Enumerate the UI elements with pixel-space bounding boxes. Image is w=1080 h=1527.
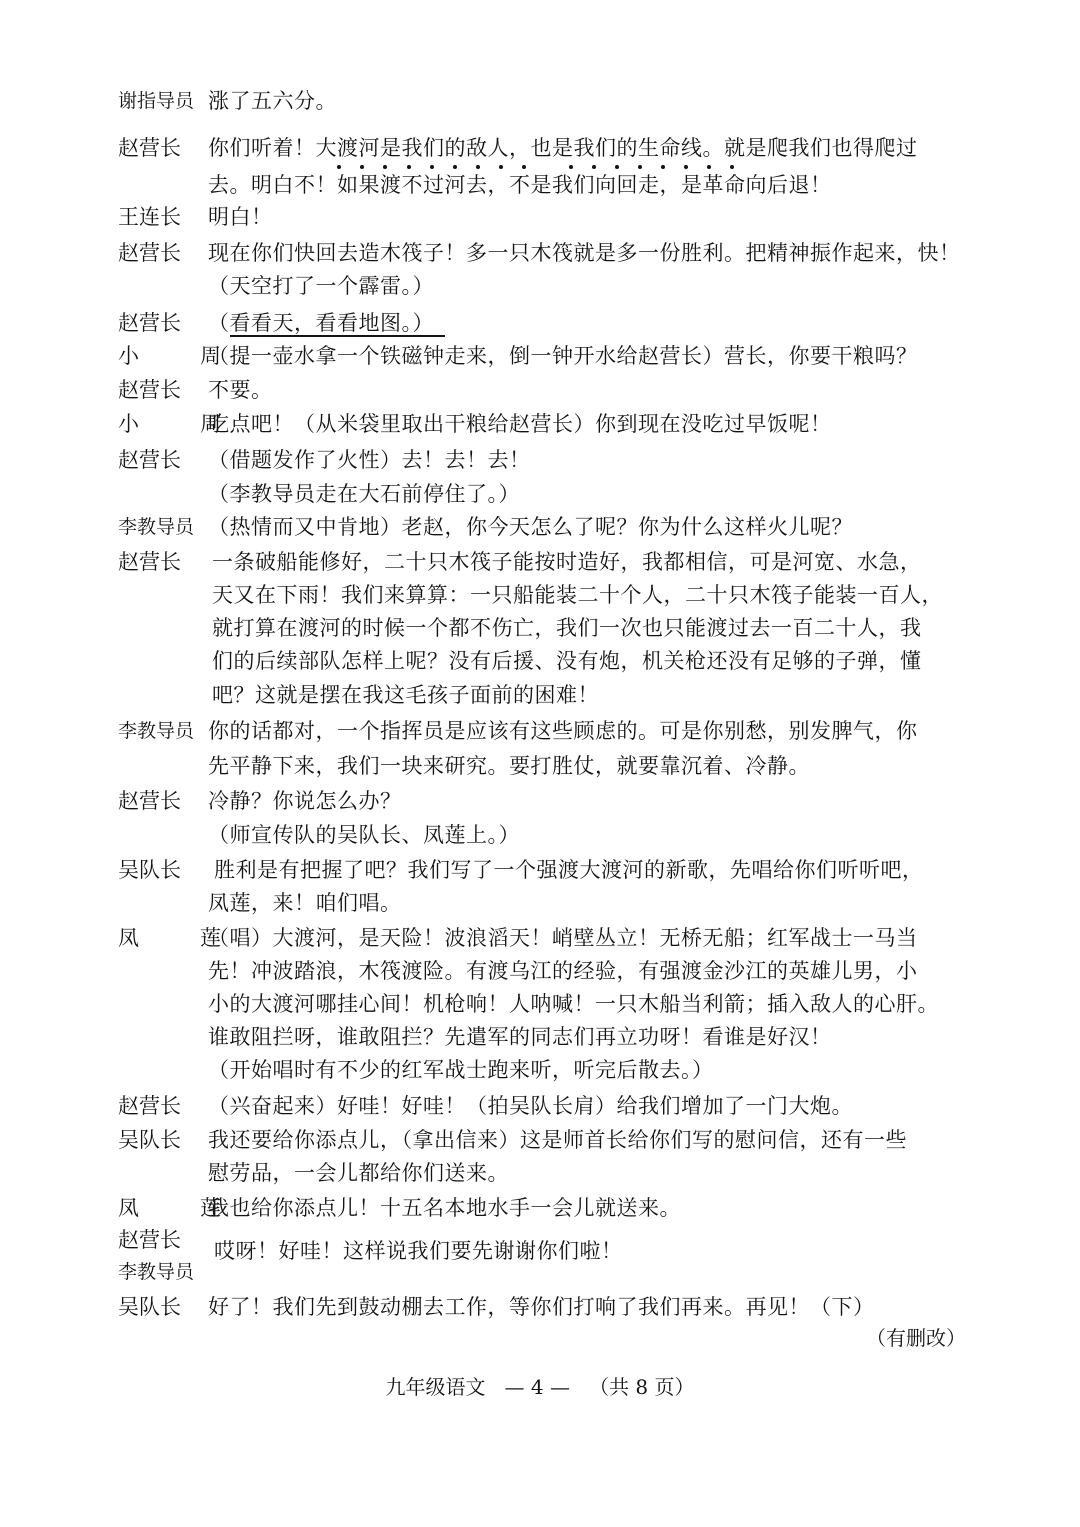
- page-footer: [0, 1372, 1080, 1402]
- dialogue-line: 吃点吧！（从米袋里取出干粮给赵营长）你到现在没吃过早饭呢！: [208, 412, 832, 436]
- speaker-name: 赵营长: [118, 1228, 181, 1252]
- stage-direction: （天空打了一个霹雷。）: [208, 274, 434, 298]
- speaker-name: 赵营长: [118, 789, 181, 813]
- speaker-name: 吴队长: [118, 1128, 181, 1152]
- dialogue-line: 先平静下来，我们一块来研究。要打胜仗，就要靠沉着、冷静。: [208, 754, 810, 778]
- dialogue-line: 天又在下雨！我们来算算：一只船能装二十个人，二十只木筏子能装一百人，: [212, 583, 943, 607]
- speaker-name: 赵营长: [118, 550, 181, 574]
- underline-mark: [230, 335, 445, 337]
- dialogue-line: 我还要给你添点儿，（拿出信来）这是师首长给你们写的慰问信，还有一些: [208, 1128, 907, 1152]
- footer-page-number: — 4 —: [504, 1375, 570, 1399]
- stage-direction: （看看天，看看地图。）: [208, 311, 434, 335]
- speaker-name: 赵营长: [118, 136, 181, 160]
- dialogue-line: （兴奋起来）好哇！好哇！（拍吴队长肩）给我们增加了一门大炮。: [208, 1094, 853, 1118]
- dialogue-line: 不要。: [208, 378, 273, 402]
- dialogue-line: 去。明白不！如果渡不过河去，不是我们向回走，是革命向后退！: [208, 173, 832, 197]
- speaker-name: 李教导员: [118, 1261, 195, 1283]
- speaker-name: 小 周: [118, 344, 241, 368]
- dialogue-line: 我也给你添点儿！十五名本地水手一会儿就送来。: [208, 1196, 681, 1220]
- speaker-name: 小 周: [118, 412, 241, 436]
- dialogue-line: 谁敢阻拦呀，谁敢阻拦？先遣军的同志们再立功呀！看谁是好汉！: [208, 1025, 832, 1049]
- speaker-name: 吴队长: [118, 1295, 181, 1319]
- dialogue-line: （借题发作了火性）去！去！去！: [208, 448, 531, 472]
- dialogue-line: （热情而又中肯地）老赵，你今天怎么了呢？你为什么这样火儿呢？: [208, 515, 853, 539]
- dialogue-line: 吧？这就是摆在我这毛孩子面前的困难！: [212, 683, 599, 707]
- speaker-name: 王连长: [118, 205, 181, 229]
- speaker-name: 凤 莲: [118, 1196, 241, 1220]
- dialogue-line: 小的大渡河哪挂心间！机枪响！人呐喊！一只木船当利箭；插入敌人的心肝。: [208, 992, 939, 1016]
- footer-subject: 九年级语文: [385, 1375, 486, 1399]
- dialogue-line: 冷静？你说怎么办？: [208, 789, 402, 813]
- stage-direction: （师宣传队的吴队长、凤莲上。）: [208, 823, 520, 847]
- dialogue-line: 慰劳品，一会儿都给你们送来。: [208, 1161, 509, 1185]
- dialogue-line: 先！冲波踏浪，木筏渡险。有渡乌江的经验，有强渡金沙江的英雄儿男，小: [208, 959, 918, 983]
- dialogue-line: 们的后续部队怎样上呢？没有后援、没有炮，机关枪还没有足够的子弹，懂: [212, 649, 922, 673]
- dialogue-line: 好了！我们先到鼓动棚去工作，等你们打响了我们再来。再见！（下）: [208, 1295, 875, 1319]
- dialogue-line: 哎呀！好哇！这样说我们要先谢谢你们啦！: [214, 1239, 623, 1263]
- dialogue-line: 胜利是有把握了吧？我们写了一个强渡大渡河的新歌，先唱给你们听听吧，: [214, 858, 924, 882]
- speaker-name: 赵营长: [118, 241, 181, 265]
- speaker-name: 赵营长: [118, 378, 181, 402]
- dialogue-line: 凤莲，来！咱们唱。: [208, 891, 402, 915]
- speaker-name: 赵营长: [118, 448, 181, 472]
- speaker-name: 吴队长: [118, 858, 181, 882]
- speaker-name: 李教导员: [118, 516, 195, 538]
- footer-total-pages: （共 8 页）: [589, 1375, 695, 1399]
- source-note: （有删改）: [866, 1326, 966, 1350]
- speaker-name: 凤 莲: [118, 926, 241, 950]
- speaker-name: 谢指导员: [118, 90, 195, 112]
- dialogue-line: 涨了五六分。: [208, 89, 337, 113]
- dialogue-line: 现在你们快回去造木筏子！多一只木筏就是多一份胜利。把精神振作起来，快！: [208, 241, 961, 265]
- dialogue-line: 你们听着！大渡河是我们的敌人，也是我们的生命线。就是爬我们也得爬过: [208, 136, 918, 160]
- dialogue-line: （唱）大渡河，是天险！波浪滔天！峭壁丛立！无桥无船；红军战士一马当: [208, 926, 918, 950]
- dialogue-line: 你的话都对，一个指挥员是应该有这些顾虑的。可是你别愁，别发脾气，你: [208, 719, 918, 743]
- speaker-name: 赵营长: [118, 1094, 181, 1118]
- dialogue-line: （提一壶水拿一个铁磁钟走来，倒一钟开水给赵营长）营长，你要干粮吗？: [208, 344, 918, 368]
- stage-direction: （开始唱时有不少的红军战士跑来听，听完后散去。）: [208, 1058, 714, 1082]
- dialogue-line: 就打算在渡河的时候一个都不伤亡，我们一次也只能渡过去一百二十人，我: [212, 616, 922, 640]
- dialogue-line: 明白！: [208, 205, 273, 229]
- dialogue-line: 一条破船能修好，二十只木筏子能按时造好，我都相信，可是河宽、水急，: [212, 550, 922, 574]
- speaker-name: 赵营长: [118, 311, 181, 335]
- stage-direction: （李教导员走在大石前停住了。）: [208, 482, 520, 506]
- speaker-name: 李教导员: [118, 720, 195, 742]
